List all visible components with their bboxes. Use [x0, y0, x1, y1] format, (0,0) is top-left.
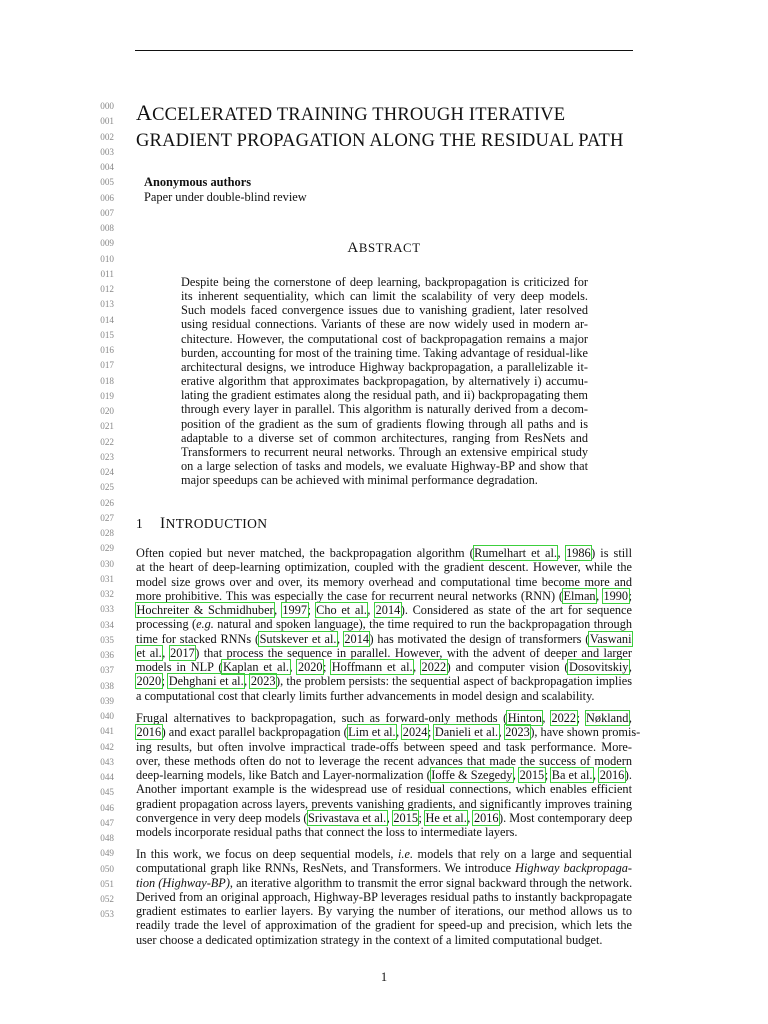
citation-link[interactable]: 1997 — [282, 603, 307, 617]
line-number: 025 — [100, 482, 114, 493]
citation-link[interactable]: 2022 — [551, 711, 577, 725]
line-number: 048 — [100, 833, 114, 843]
line-number: 049 — [100, 848, 114, 859]
line-number: 005 — [100, 177, 114, 188]
line-number: 053 — [100, 909, 114, 920]
emphasis: i.e. — [398, 847, 414, 861]
line-number: 023 — [100, 451, 114, 462]
citation-link[interactable]: Rumelhart et al. — [474, 546, 557, 560]
text-line: user choose a dedicated optimization strategy in the context of a limited computational budget. — [136, 932, 603, 947]
line-number: 013 — [100, 299, 114, 310]
citation-link[interactable]: Danieli et al. — [434, 725, 499, 740]
abstract-line: major speedups can be achieved with minimal performance degradation. — [181, 473, 538, 488]
abstract-line: Transformers to recurrent neural networks. Through an extensive empirical study — [181, 444, 588, 459]
citation-link[interactable]: Elman — [563, 588, 596, 603]
citation-link[interactable]: Dehghani et al. — [168, 674, 244, 689]
text-line: time for stacked RNNs (Sutskever et al., 2014) has motivated the design of transformers (Vaswani — [136, 631, 632, 646]
abstract-line: burden, accounting for most of the training time. Taking advantage of residual-like — [181, 345, 588, 360]
abstract-line: lating the gradient estimates along the residual path, and ii) backpropagating them — [181, 388, 588, 403]
citation-link[interactable]: Cho et al. — [316, 603, 367, 617]
abstract-line: adaptable to a diverse set of common architectures, ranging from ResNets and — [181, 430, 588, 445]
line-number: 012 — [100, 284, 114, 294]
citation-link[interactable]: Ba et al. — [551, 768, 593, 782]
abstract-line: chitecture. However, the computational cost of backpropagation remains a major — [181, 331, 588, 346]
title-line-1: ACCELERATED TRAINING THROUGH ITERATIVE — [136, 100, 566, 125]
emphasis: e.g. — [196, 617, 214, 632]
citation-link[interactable]: 2016 — [473, 810, 499, 825]
text-line: Often copied but never matched, the backpropagation algorithm (Rumelhart et al., 1986) is still — [136, 546, 632, 560]
citation-link[interactable]: 2016 — [136, 725, 162, 740]
citation-link[interactable]: Hochreiter & Schmidhuber — [136, 603, 274, 617]
line-number: 019 — [100, 390, 114, 401]
line-number: 044 — [100, 772, 114, 782]
abstract-line: Such models faced convergence issues due to vanishing gradient, later resolved — [181, 303, 588, 318]
text-line: deep-learning models, like Batch and Layer-normalization (Ioffe & Szegedy, 2015; Ba et al., 2016). — [136, 768, 632, 782]
citation-link[interactable]: Nøkland — [586, 711, 629, 725]
abstract-line: architectural designs, we introduce Highway backpropagation, a parallelizable it- — [181, 359, 588, 374]
text-line: 2020; Dehghani et al., 2023), the problem persists: the sequential aspect of backpropagation implies — [136, 674, 632, 689]
line-number: 034 — [100, 619, 114, 630]
abstract-line: position of the gradient as the sum of gradients flowing through all paths and is — [181, 416, 588, 431]
abstract-line: its inherent sequentiality, which can limit the scalability of very deep models. — [181, 289, 588, 304]
line-number: 016 — [100, 345, 114, 355]
citation-link[interactable]: Hoffmann et al. — [331, 660, 413, 674]
section-heading-introduction: 1 INTRODUCTION — [136, 515, 268, 532]
citation-link[interactable]: Kaplan et al. — [222, 660, 290, 674]
text-line: convergence in very deep models (Srivastava et al., 2015; He et al., 2016). Most contemporary deep — [136, 810, 633, 825]
text-line: computational graph like RNNs, ResNets, and Transformers. We introduce Highway backpropaga- — [136, 861, 632, 876]
abstract-line: erative algorithm that approximates backpropagation, by alternatively i) accumu- — [181, 374, 588, 389]
line-number: 029 — [100, 543, 114, 554]
line-number: 042 — [100, 741, 114, 752]
text-line: et al., 2017) that process the sequence in parallel. However, with the advent of deeper and larger — [136, 645, 632, 660]
line-number: 021 — [100, 421, 114, 432]
line-number: 008 — [100, 223, 114, 233]
line-number: 028 — [100, 528, 114, 538]
line-numbers — [84, 99, 114, 923]
abstract-body — [181, 275, 588, 487]
text-line: Another important example is the widespread use of residual connections, which enables efficient — [136, 782, 632, 797]
text-line: readily trade the level of approximation of the gradient for speed-up and precision, which lets the — [136, 918, 632, 933]
line-number: 006 — [100, 192, 114, 203]
citation-link[interactable]: Srivastava et al. — [308, 810, 387, 825]
citation-link[interactable]: 2020 — [297, 660, 323, 674]
line-number: 009 — [100, 238, 114, 249]
line-number: 015 — [100, 329, 114, 340]
author-block — [144, 175, 307, 205]
abstract-line: on a large selection of tasks and models, we evaluate Highway-BP and show that — [181, 459, 588, 474]
line-number: 037 — [100, 665, 114, 676]
emphasis: Highway backpropaga- — [515, 861, 632, 876]
line-number: 043 — [100, 756, 114, 767]
citation-link[interactable]: 2024 — [402, 725, 428, 740]
line-number: 041 — [100, 726, 114, 737]
text-line: 2016) and exact parallel backpropagation (Lim et al., 2024; Danieli et al., 2023), have shown promis- — [136, 725, 641, 740]
citation-link[interactable]: Dosovitskiy — [568, 660, 629, 674]
line-number: 014 — [100, 314, 114, 325]
line-number: 007 — [100, 207, 114, 218]
citation-link[interactable]: He et al. — [425, 810, 467, 825]
line-number: 040 — [100, 711, 114, 721]
line-number: 011 — [100, 268, 114, 279]
text-line: Hochreiter & Schmidhuber, 1997; Cho et al., 2014). Considered as state of the art for sequence — [136, 603, 632, 617]
citation-link[interactable]: et al. — [136, 645, 162, 660]
citation-link[interactable]: 2015 — [519, 768, 545, 782]
text-line: gradient propagation across layers, prevents vanishing gradients, and significantly improves training — [136, 796, 632, 811]
line-number: 022 — [100, 436, 114, 447]
line-number: 036 — [100, 650, 114, 660]
text-line: Frugal alternatives to backpropagation, such as forward-only methods (Hinton, 2022; Nøkland, — [136, 711, 632, 725]
line-number: 027 — [100, 512, 114, 523]
text-line: models incorporate residual paths that connect the loss to intermediate layers. — [136, 825, 518, 839]
citation-link[interactable]: Lim et al. — [348, 725, 396, 740]
abstract-heading: ABSTRACT — [347, 240, 421, 256]
review-note: Paper under double-blind review — [144, 190, 307, 204]
text-line: processing (e.g. natural and spoken language), the time required to run the backpropagation through — [136, 617, 632, 632]
line-number: 020 — [100, 406, 114, 416]
page-number: 1 — [380, 970, 388, 984]
text-line: gradient estimates to earlier layers. By varying the number of iterations, our method allows us to — [136, 904, 632, 918]
text-line: over, these methods often do not to leverage the recent advances that made the success of modern — [136, 753, 632, 768]
emphasis: tion (Highway-BP) — [136, 875, 230, 890]
citation-link[interactable]: Sutskever et al. — [259, 631, 337, 646]
text-line: tion (Highway-BP), an iterative algorithm to transmit the error signal backward through the network. — [136, 875, 633, 890]
text-line: In this work, we focus on deep sequential models, i.e. models that rely on a large and sequential — [136, 847, 633, 861]
intro-paragraph-2 — [136, 711, 641, 839]
citation-link[interactable]: 2014 — [344, 631, 369, 646]
line-number: 004 — [100, 162, 114, 172]
abstract-line: through every layer in parallel. This algorithm is naturally derived from a decom- — [181, 402, 588, 417]
citation-link[interactable]: Ioffe & Szegedy — [431, 768, 513, 782]
line-number: 024 — [100, 467, 114, 477]
text-line: models in NLP (Kaplan et al., 2020; Hoffmann et al., 2022) and computer vision (Dosovitskiy, — [136, 660, 632, 674]
line-number: 002 — [100, 131, 114, 142]
line-number: 010 — [100, 253, 114, 264]
line-number: 000 — [100, 101, 114, 111]
text-line: Derived from an original approach, Highway-BP leverages residual paths to instantly backpropagate — [136, 889, 632, 904]
citation-link[interactable]: 2015 — [393, 810, 418, 825]
line-number: 033 — [100, 604, 114, 615]
paper-title — [136, 100, 656, 154]
text-line: a computational cost that clearly limits further advancements in model design and scalability. — [136, 688, 595, 703]
citation-link[interactable]: 2017 — [170, 645, 195, 660]
intro-paragraph-1 — [136, 546, 632, 703]
abstract-line: using residual connections. Variants of these are now widely used in modern ar- — [181, 317, 588, 332]
citation-link[interactable]: Vaswani — [589, 631, 632, 646]
text-line: ing results, but often involve impractical trade-offs between speed and task performance. More- — [136, 739, 632, 754]
line-number: 001 — [100, 116, 114, 127]
line-number: 047 — [100, 817, 114, 828]
citation-link[interactable]: 2014 — [375, 603, 401, 617]
line-number: 046 — [100, 802, 114, 813]
line-number: 052 — [100, 894, 114, 904]
line-number: 026 — [100, 497, 114, 508]
text-line: more prohibitive. This was especially the case for recurrent neural networks (RNN) (Elman, 1990; — [136, 588, 632, 603]
intro-paragraph-3 — [136, 847, 632, 947]
citation-link[interactable]: 1986 — [566, 546, 591, 560]
citation-link[interactable]: Hinton — [507, 711, 542, 725]
citation-link[interactable]: 2020 — [136, 674, 162, 689]
line-number: 039 — [100, 695, 114, 706]
line-number: 030 — [100, 558, 114, 569]
citation-link[interactable]: 2022 — [421, 660, 447, 674]
citation-link[interactable]: 2016 — [599, 768, 625, 782]
citation-link[interactable]: 2023 — [505, 725, 530, 740]
line-number: 003 — [100, 146, 114, 157]
line-number: 017 — [100, 360, 114, 371]
line-number: 035 — [100, 634, 114, 645]
header-rule — [135, 50, 633, 51]
abstract-line: Despite being the cornerstone of deep learning, backpropagation is criticized for — [181, 275, 588, 289]
title-line-2: GRADIENT PROPAGATION ALONG THE RESIDUAL PATH — [136, 131, 624, 151]
line-number: 038 — [100, 680, 114, 691]
line-number: 031 — [100, 573, 114, 584]
text-line: at the heart of deep-learning optimization, coupled with the gradient descent. However, while the — [136, 560, 632, 575]
text-line: model size grows over and over, its memory overhead and computational time become more and — [136, 574, 632, 589]
author-name: Anonymous authors — [144, 175, 252, 189]
line-number: 032 — [100, 589, 114, 599]
line-number: 045 — [100, 787, 114, 798]
line-number: 051 — [100, 878, 114, 889]
line-number: 018 — [100, 375, 114, 386]
line-number: 050 — [100, 863, 114, 874]
citation-link[interactable]: 1990 — [603, 588, 629, 603]
citation-link[interactable]: 2023 — [250, 674, 276, 689]
